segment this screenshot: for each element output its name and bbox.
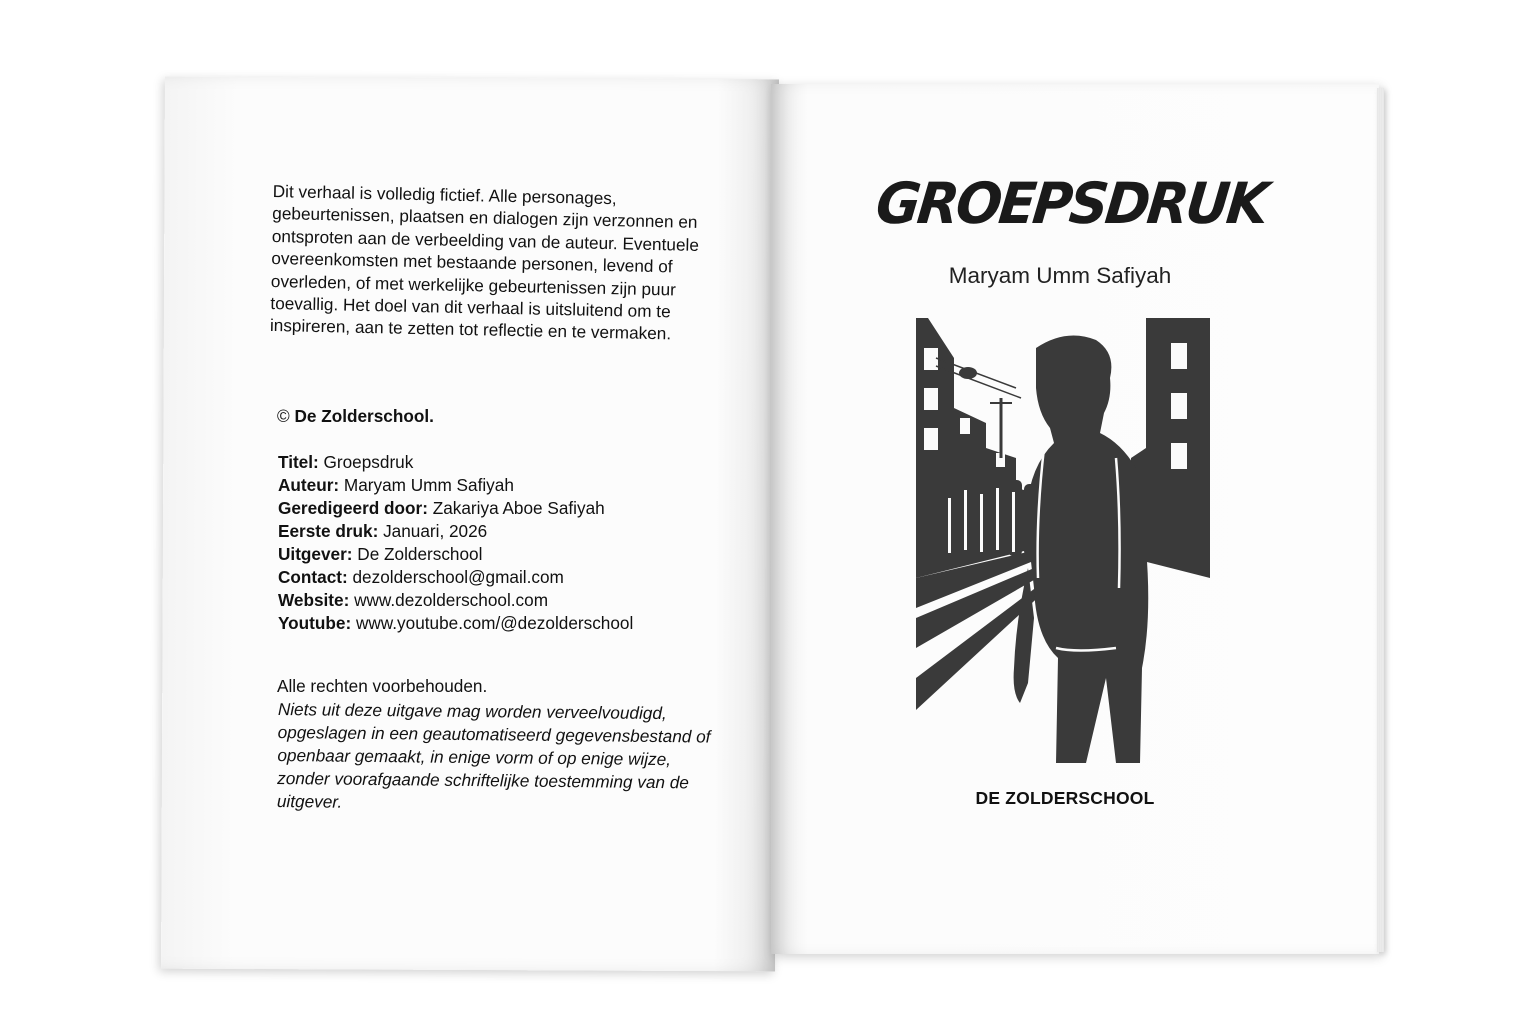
- info-label: Geredigeerd door:: [278, 498, 428, 518]
- book-title: GROEPSDRUK: [872, 170, 1270, 237]
- satellite-dish-icon: [959, 367, 977, 379]
- boy-silhouette: [1014, 336, 1149, 764]
- info-row-publisher: [278, 543, 633, 566]
- info-row-website: [278, 589, 633, 612]
- info-row-author: [278, 474, 633, 497]
- info-value: dezolderschool@gmail.com: [352, 567, 564, 587]
- disclaimer-text: Dit verhaal is volledig fictief. Alle personages, gebeurtenissen, plaatsen en dialogen zijn verzonnen en ontsproten aan de verbeelding van de auteur. Eventuele overeenkomsten met bestaande personen, levend of overleden, of met werkelijke gebeurtenissen zijn puur toevallig. Het doel van dit verhaal is uitsluitend om te inspireren, aan te zetten tot reflectie en te vermaken.: [269, 180, 700, 344]
- info-label: Contact:: [278, 567, 348, 587]
- page-edge-stack: [1377, 88, 1384, 952]
- info-row-youtube: [278, 612, 633, 635]
- info-label: Eerste druk:: [278, 521, 379, 541]
- cover-illustration: [916, 318, 1210, 763]
- info-value: Januari, 2026: [383, 521, 488, 541]
- publisher-name: DE ZOLDERSCHOOL: [975, 788, 1155, 808]
- info-label: Youtube:: [278, 613, 352, 633]
- info-label: Website:: [278, 590, 350, 610]
- info-row-title: [278, 451, 633, 474]
- info-value: Maryam Umm Safiyah: [343, 475, 514, 495]
- copyright-holder: De Zolderschool.: [294, 406, 434, 426]
- colophon-info-list: [278, 451, 633, 635]
- info-label: Titel:: [278, 452, 319, 472]
- info-value: De Zolderschool: [357, 544, 483, 564]
- book-author: Maryam Umm Safiyah: [948, 263, 1172, 288]
- info-label: Uitgever:: [278, 544, 353, 564]
- info-row-first-print: [278, 520, 633, 543]
- info-value: www.dezolderschool.com: [354, 590, 549, 610]
- copyright-symbol: ©: [277, 406, 290, 426]
- info-label: Auteur:: [278, 475, 340, 495]
- info-row-contact: [278, 566, 633, 589]
- info-value: Groepsdruk: [323, 452, 414, 472]
- rights-reserved-title: Alle rechten voorbehouden.: [277, 676, 488, 696]
- info-value: www.youtube.com/@dezolderschool: [355, 613, 634, 633]
- info-value: Zakariya Aboe Safiyah: [432, 498, 605, 518]
- info-row-editor: [278, 497, 633, 520]
- rights-reserved-body: Niets uit deze uitgave mag worden verveelvoudigd, opgeslagen in een geautomatiseerd gegevensbestand of openbaar gemaakt, in enige vorm of op enige wijze, zonder voorafgaande schriftelijke toestemming van de uitgever.: [276, 698, 711, 812]
- copyright-line: [277, 406, 434, 427]
